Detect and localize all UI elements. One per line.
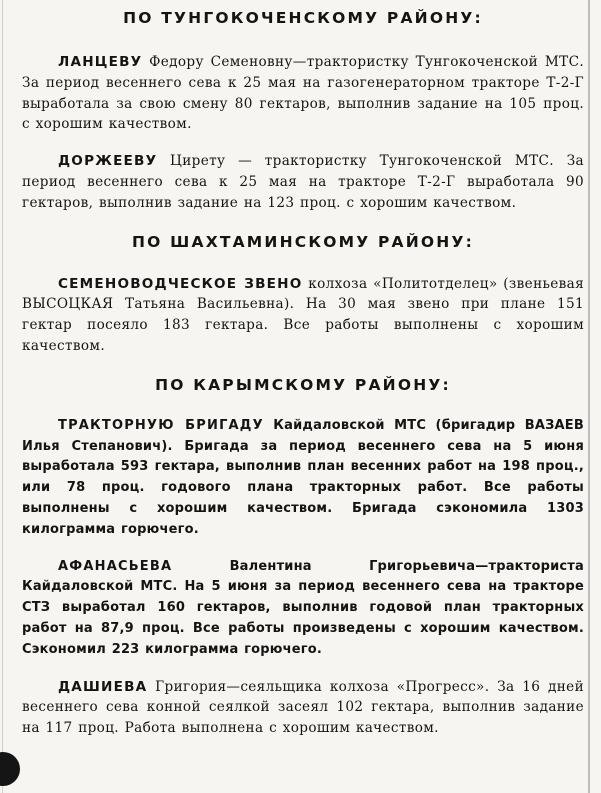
entry-lead-name: ТРАКТОРНУЮ БРИГАДУ (58, 417, 264, 433)
entry-body: Валентина Григорьевича—тракториста Кайдаловской МТС. На 5 июня за период весеннего сева на тракторе СТЗ выработал 160 гектаров, выполнив годовой план тракторных работ на 87,9 проц. Все работы произведены с хорошим качеством. Сэкономил 223 килограмма горючего. (22, 558, 584, 657)
article-column (22, 6, 584, 755)
section-heading-karymsky: ПО КАРЫМСКОМУ РАЙОНУ: (155, 375, 451, 394)
entry-body: колхоза «Политотделец» (звеньевая ВЫСОЦКАЯ Татьяна Васильевна). На 30 мая звено при плане 151 гектар посеяло 183 гектара. Все работы выполнены с хорошим качеством. (22, 275, 585, 354)
entry-lead-name: ЛАНЦЕВУ (58, 54, 143, 70)
entry-dorzheeva (22, 151, 584, 213)
corner-scan-mark (0, 752, 20, 786)
entry-lead-name: АФАНАСЬЕВА (58, 558, 173, 574)
entry-seed-unit (22, 274, 584, 357)
entry-body: Кайдаловской МТС (бригадир ВАЗАЕВ Илья Степанович). Бригада за период весеннего сева на 5 июня выработала 593 гектара, выполнив план весенних работ на 198 проц., или 78 проц. годового плана тракторных работ. Все работы выполнены с хорошим качеством. Бригада сэкономила 1303 килограмма горючего. (22, 417, 584, 537)
section-heading-shakhtaminsky: ПО ШАХТАМИНСКОМУ РАЙОНУ: (132, 232, 474, 251)
entry-body: Федору Семеновну—трактористку Тунгокоченской МТС. За период весеннего сева к 25 мая на газогенераторном тракторе Т-2-Г выработала за свою смену 80 гектаров, выполнив задание на 105 проц. с хорошим качеством. (22, 54, 584, 133)
entry-lead-name: СЕМЕНОВОДЧЕСКОЕ ЗВЕНО (58, 275, 303, 292)
entry-body: Цирету — трактористку Тунгокоченской МТС. За период весеннего сева к 25 мая на тракторе Т-2-Г выработала 90 гектаров, выполнив задание на 123 проц. с хорошим качеством. (22, 153, 584, 211)
entry-afanasyev (22, 557, 584, 661)
entry-lead-name: ДОРЖЕЕВУ (58, 153, 158, 170)
entry-dashiev (22, 677, 584, 739)
entry-tractor-brigade (22, 416, 584, 541)
left-column-rule (2, 0, 3, 793)
entry-body: Григория—сеяльщика колхоза «Прогресс». За 16 дней весеннего сева конной сеялкой засеял 102 гектара, выполнив задание на 117 проц. Работа выполнена с хорошим качеством. (22, 678, 584, 737)
right-column-rule (588, 0, 590, 793)
entry-lead-name: ДАШИЕВА (58, 678, 148, 695)
section-heading-tungokochen: ПО ТУНГОКОЧЕНСКОМУ РАЙОНУ: (123, 9, 483, 27)
entry-lantseva (22, 52, 584, 135)
